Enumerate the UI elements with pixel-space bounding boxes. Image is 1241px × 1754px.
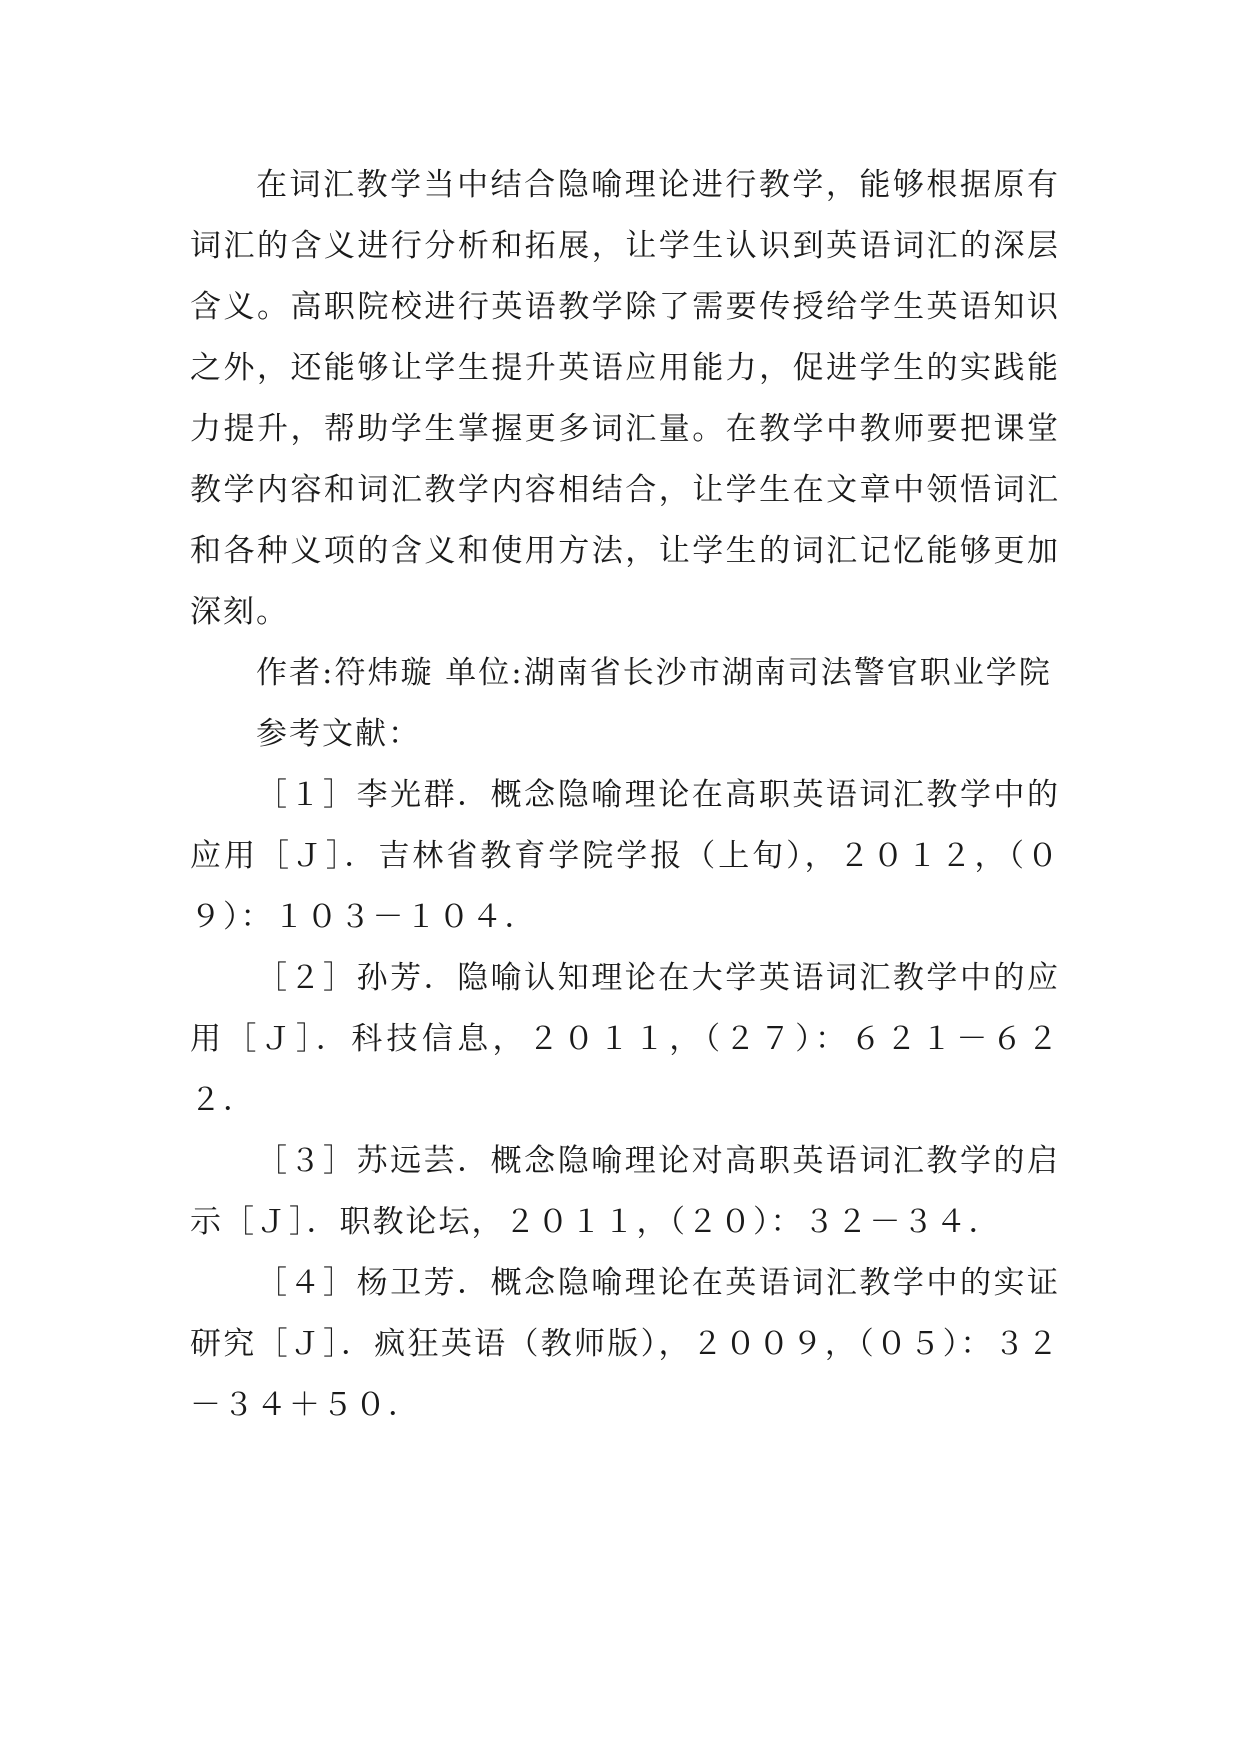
reference-item-3: ［３］苏远芸．概念隐喻理论对高职英语词汇教学的启示［Ｊ］．职教论坛，２０１１，（２０）：３２－３４． <box>190 1143 1060 1240</box>
reference-item-2: ［２］孙芳．隐喻认知理论在大学英语词汇教学中的应用［Ｊ］．科技信息，２０１１，（２７）：６２１－６２２． <box>190 960 1060 1118</box>
author-line: 作者:符炜璇 单位:湖南省长沙市湖南司法警官职业学院 <box>256 655 1052 691</box>
reference-item-1: ［１］李光群．概念隐喻理论在高职英语词汇教学中的应用［Ｊ］．吉林省教育学院学报（上旬），２０１２，（０９）：１０３－１０４． <box>190 777 1060 935</box>
body-paragraph: 在词汇教学当中结合隐喻理论进行教学，能够根据原有词汇的含义进行分析和拓展，让学生认识到英语词汇的深层含义。高职院校进行英语教学除了需要传授给学生英语知识之外，还能够让学生提升英语应用能力，促进学生的实践能力提升，帮助学生掌握更多词汇量。在教学中教师要把课堂教学内容和词汇教学内容相结合，让学生在文章中领悟词汇和各种义项的含义和使用方法，让学生的词汇记忆能够更加深刻。 <box>190 167 1060 630</box>
reference-item-4: ［４］杨卫芳．概念隐喻理论在英语词汇教学中的实证研究［Ｊ］．疯狂英语（教师版），２００９，（０５）：３２－３４＋５０． <box>190 1265 1060 1423</box>
references-heading: 参考文献： <box>256 716 421 752</box>
document-body <box>190 155 1060 1436</box>
